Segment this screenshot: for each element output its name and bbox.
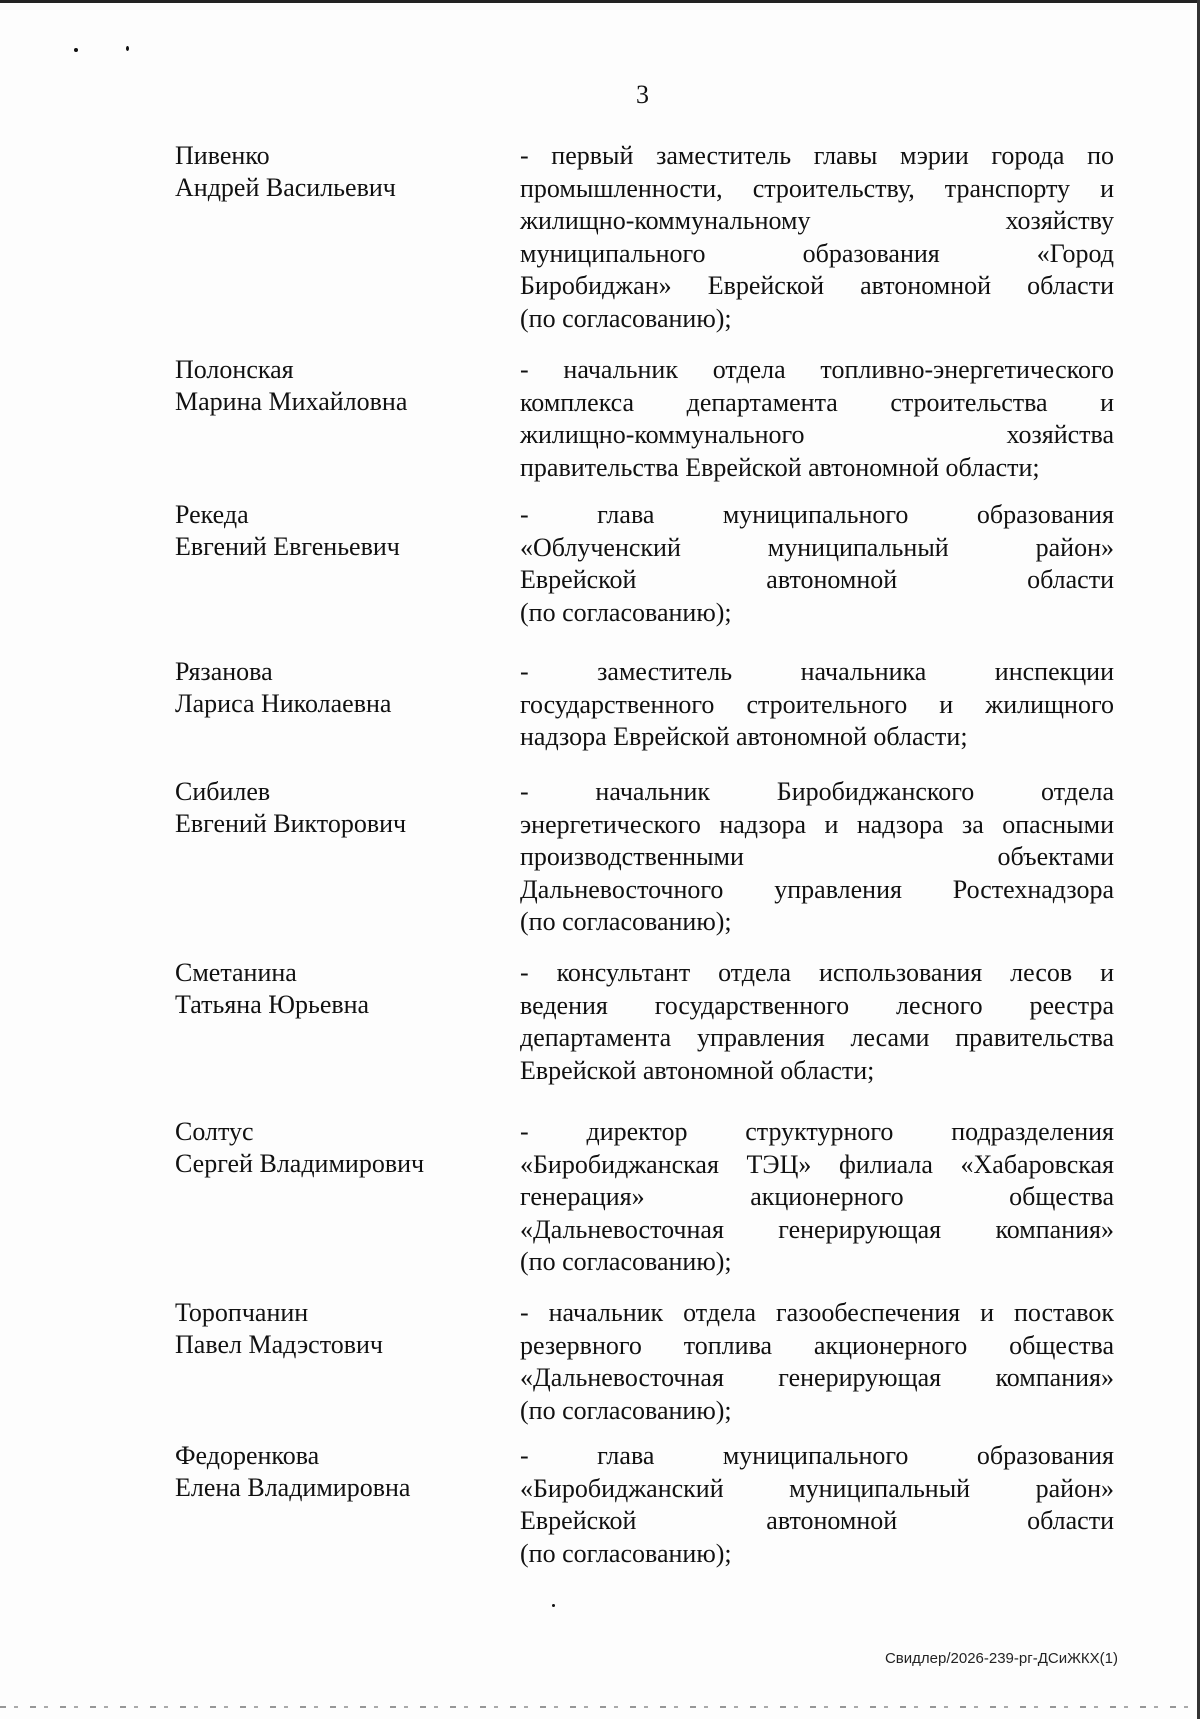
member-position xyxy=(520,354,1114,484)
position-line: «Дальневосточная генерирующая компания» xyxy=(520,1363,1114,1392)
position-line: - начальник отдела газообеспечения и поставок xyxy=(520,1298,1114,1327)
member-position xyxy=(520,1297,1114,1427)
position-line: генерация» акционерного общества xyxy=(520,1182,1114,1211)
position-line: Биробиджан» Еврейской автономной области xyxy=(520,271,1114,300)
member-position xyxy=(520,776,1114,939)
member-surname: Сметанина xyxy=(175,958,297,987)
document-reference: Свидлер/2026-239-рг-ДСиЖКХ(1) xyxy=(884,1650,1118,1667)
position-line: производственными объектами xyxy=(520,842,1114,871)
position-line: «Дальневосточная генерирующая компания» xyxy=(520,1214,1114,1244)
member-name xyxy=(175,1297,495,1361)
position-line: - заместитель начальника инспекции xyxy=(520,657,1114,686)
member-name xyxy=(175,1440,495,1504)
member-given-name: Сергей Владимирович xyxy=(175,1149,425,1178)
member-position xyxy=(520,656,1114,754)
page-number: 3 xyxy=(636,80,649,109)
member-position xyxy=(520,140,1114,335)
position-line: Еврейской автономной области xyxy=(520,1506,1114,1535)
position-line: - начальник отдела топливно-энергетического xyxy=(520,355,1114,384)
position-line: Дальневосточного управления Ростехнадзора xyxy=(520,874,1114,904)
member-given-name: Евгений Евгеньевич xyxy=(175,532,400,561)
member-surname: Солтус xyxy=(175,1117,254,1146)
member-given-name: Татьяна Юрьевна xyxy=(175,990,370,1019)
member-name xyxy=(175,776,495,840)
member-given-name: Евгений Викторович xyxy=(175,809,407,838)
member-surname: Полонская xyxy=(175,355,294,384)
member-given-name: Лариса Николаевна xyxy=(175,689,392,718)
member-given-name: Андрей Васильевич xyxy=(175,173,396,202)
position-line: жилищно-коммунальному хозяйству xyxy=(520,206,1114,235)
position-line: (по согласованию); xyxy=(520,1395,732,1425)
position-line: надзора Еврейской автономной области; xyxy=(520,722,968,751)
member-position xyxy=(520,1440,1114,1570)
position-line: энергетического надзора и надзора за опасными xyxy=(520,809,1114,839)
position-line: департамента управления лесами правительства xyxy=(520,1023,1114,1052)
member-surname: Пивенко xyxy=(175,141,270,170)
member-surname: Федоренкова xyxy=(175,1441,320,1470)
position-line: жилищно-коммунального хозяйства xyxy=(520,420,1114,449)
position-line: (по согласованию); xyxy=(520,597,732,627)
position-line: (по согласованию); xyxy=(520,303,732,333)
scan-speck xyxy=(74,48,78,52)
member-surname: Сибилев xyxy=(175,777,271,806)
position-line: - консультант отдела использования лесов и xyxy=(520,958,1114,987)
member-surname: Рязанова xyxy=(175,657,273,686)
member-surname: Рекеда xyxy=(175,500,249,529)
position-line: муниципального образования «Город xyxy=(520,238,1114,268)
member-name xyxy=(175,140,495,204)
member-name xyxy=(175,354,495,418)
position-line: - глава муниципального образования xyxy=(520,1441,1114,1470)
position-line: (по согласованию); xyxy=(520,907,732,936)
position-line: промышленности, строительству, транспорту и xyxy=(520,173,1114,203)
scan-speck xyxy=(552,1604,555,1607)
position-line: резервного топлива акционерного общества xyxy=(520,1330,1114,1360)
position-line: (по согласованию); xyxy=(520,1538,732,1568)
member-given-name: Марина Михайловна xyxy=(175,387,408,416)
position-line: комплекса департамента строительства и xyxy=(520,387,1114,417)
position-line: - глава муниципального образования xyxy=(520,500,1114,529)
member-surname: Торопчанин xyxy=(175,1298,309,1327)
position-line: правительства Еврейской автономной области; xyxy=(520,452,1040,482)
member-name xyxy=(175,1116,495,1180)
position-line: - первый заместитель главы мэрии города по xyxy=(520,141,1114,170)
scan-speck xyxy=(126,46,129,51)
member-position xyxy=(520,957,1114,1087)
position-line: Еврейской автономной области; xyxy=(520,1055,875,1085)
position-line: - директор структурного подразделения xyxy=(520,1117,1114,1146)
scan-edge-top xyxy=(0,0,1200,3)
member-given-name: Елена Владимировна xyxy=(175,1473,411,1502)
position-line: - начальник Биробиджанского отдела xyxy=(520,777,1114,806)
position-line: ведения государственного лесного реестра xyxy=(520,990,1114,1020)
position-line: «Биробиджанский муниципальный район» xyxy=(520,1473,1114,1503)
position-line: «Биробиджанская ТЭЦ» филиала «Хабаровская xyxy=(520,1149,1114,1179)
member-given-name: Павел Мадэстович xyxy=(175,1330,383,1359)
position-line: «Облученский муниципальный район» xyxy=(520,532,1114,562)
member-position xyxy=(520,499,1114,629)
scan-edge-bottom xyxy=(0,1706,1200,1708)
member-name xyxy=(175,656,495,720)
position-line: Еврейской автономной области xyxy=(520,565,1114,594)
member-position xyxy=(520,1116,1114,1279)
member-name xyxy=(175,957,495,1021)
position-line: (по согласованию); xyxy=(520,1247,732,1276)
member-name xyxy=(175,499,495,563)
position-line: государственного строительного и жилищного xyxy=(520,689,1114,719)
